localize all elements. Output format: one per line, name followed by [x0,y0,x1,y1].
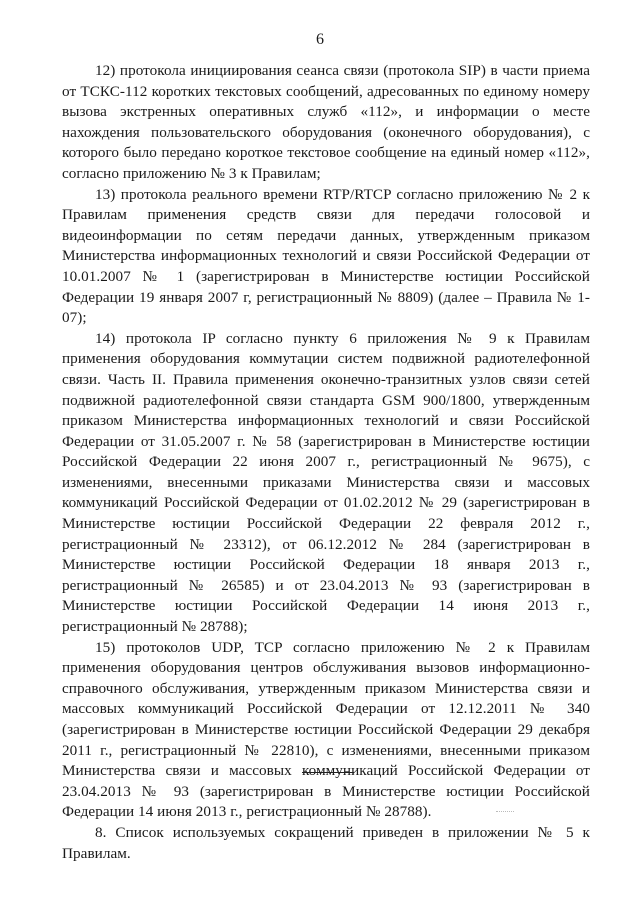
end-divider [302,772,354,773]
page-number: 6 [316,31,324,48]
list-item-15: 15) протоколов UDP, TCP согласно приложению № 2 к Правилам применения оборудования центров обслуживания вызовов информационно-справочного обслуживания, утвержденным приказом Министерства связи и массовых коммуникаций Российской Федерации от 12.12.2011 № 340 (зарегистрирован в Министерстве юстиции Российской Федерации 29 декабря 2011 г., регистрационный № 22810), с изменениями, внесенными приказом Министерства связи и массовых коммуникаций Российской Федерации от 23.04.2013 № 93 (зарегистрирован в Министерстве юстиции Российской Федерации 14 июня 2013 г., регистрационный № 28788). [62,638,590,821]
document-body [62,61,590,864]
list-item-14: 14) протокола IP согласно пункту 6 приложения № 9 к Правилам применения оборудования коммутации систем подвижной радиотелефонной связи. Часть II. Правила применения оконечно-транзитных узлов связи сетей подвижной радиотелефонной связи стандарта GSM 900/1800, утвержденным приказом Министерства информационных технологий и связи Российской Федерации от 31.05.2007 г. № 58 (зарегистрирован в Министерстве юстиции Российской Федерации 22 июня 2007 г., регистрационный № 9675), с изменениями, внесенными приказами Министерства связи и массовых коммуникаций Российской Федерации от 01.02.2012 № 29 (зарегистрирован в Министерстве юстиции Российской Федерации 22 февраля 2012 г., регистрационный № 23312), от 06.12.2012 № 284 (зарегистрирован в Министерстве юстиции Российской Федерации 18 января 2013 г., регистрационный № 26585) и от 23.04.2013 № 93 (зарегистрирован в Министерстве юстиции Российской Федерации 14 июня 2013 г., регистрационный № 28788); [62,329,590,636]
clause-8: 8. Список используемых сокращений приведен в приложении № 5 к Правилам. [62,823,590,862]
list-item-12: 12) протокола инициирования сеанса связи (протокола SIP) в части приема от ТСКС-112 коротких текстовых сообщений, адресованных по единому номеру вызова экстренных оперативных служб «112», и информации о месте нахождения пользовательского оборудования (оконечного оборудования), с которого было передано короткое текстовое сообщение на единый номер «112», согласно приложению № 3 к Правилам; [62,62,590,182]
list-item-13: 13) протокола реального времени RTP/RTCP согласно приложению № 2 к Правилам применения средств связи для передачи голосовой и видеоинформации по сетям передачи данных, утвержденным приказом Министерства информационных технологий и связи Российской Федерации от 10.01.2007 № 1 (зарегистрирован в Министерстве юстиции Российской Федерации 19 января 2007 г, регистрационный № 8809) (далее – Правила № 1-07); [62,185,590,327]
scan-speck [496,811,514,812]
